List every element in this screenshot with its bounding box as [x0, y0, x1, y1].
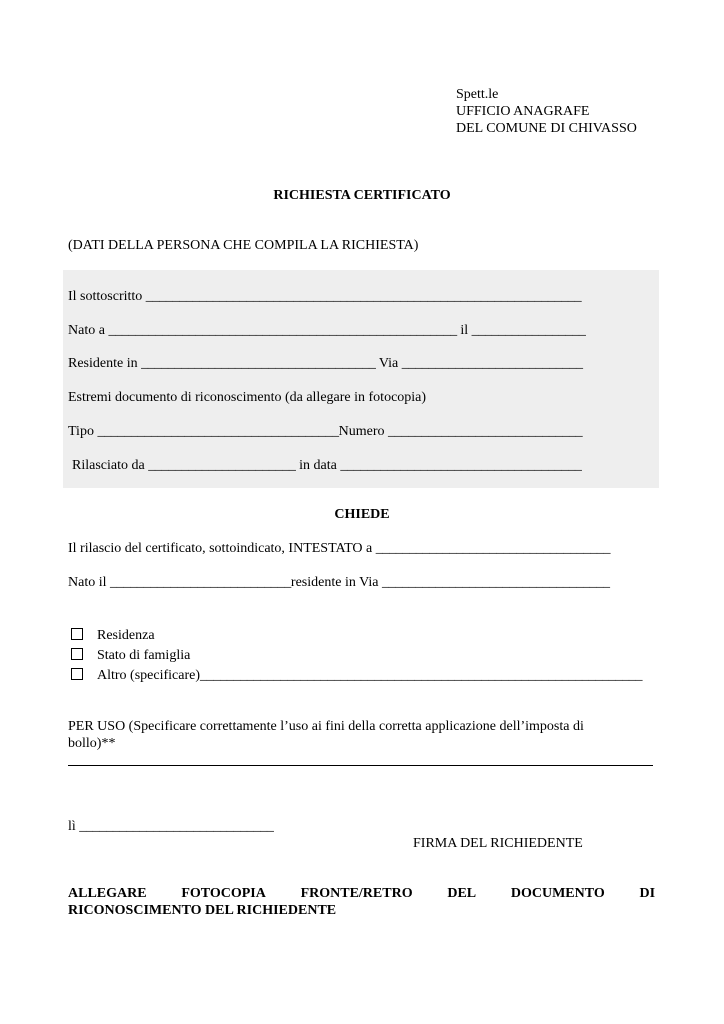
option-stato-famiglia-label: Stato di famiglia — [97, 648, 191, 663]
nato-il-label: Nato il — [68, 575, 107, 590]
sottoscritto-field[interactable]: _________________________________________________________________ — [145, 289, 582, 304]
firma-label: FIRMA DEL RICHIEDENTE — [413, 836, 583, 851]
rilasciato-da-label: Rilasciato da — [72, 458, 145, 473]
li-field[interactable]: _____________________________ — [79, 819, 274, 834]
nato-il-row — [68, 574, 610, 591]
option-stato-famiglia[interactable] — [71, 647, 190, 664]
per-uso-line-1: PER USO (Specificare correttamente l’uso ai fini della corretta applicazione dell’imposta di — [68, 719, 584, 734]
recipient-line-3: DEL COMUNE DI CHIVASSO — [456, 121, 637, 136]
residente-in-via-field[interactable]: __________________________________ — [381, 575, 610, 590]
recipient-line-2: UFFICIO ANAGRAFE — [456, 104, 590, 119]
li-label: lì — [68, 819, 76, 834]
nato-row — [68, 322, 586, 339]
option-residenza-label: Residenza — [97, 628, 155, 643]
checkbox-altro[interactable] — [71, 668, 83, 680]
tipo-row — [68, 423, 582, 440]
nato-il-field[interactable]: ___________________________ — [110, 575, 291, 590]
footer-line-2: RICONOSCIMENTO DEL RICHIEDENTE — [68, 903, 337, 918]
rilasciato-row — [72, 457, 582, 474]
intestato-field[interactable]: ___________________________________ — [375, 541, 611, 556]
via-label: Via — [378, 356, 399, 371]
li-row — [68, 818, 274, 835]
option-altro-label: Altro (specificare) — [97, 668, 200, 683]
footer-word: FOTOCOPIA — [181, 886, 266, 901]
footer-word: DOCUMENTO — [510, 886, 605, 901]
residente-in-label: Residente in — [68, 356, 138, 371]
altro-field[interactable]: __________________________________________________________________ — [200, 668, 643, 683]
numero-label: Numero — [338, 424, 385, 439]
footer-word: DI — [639, 886, 656, 901]
il-label: il — [460, 323, 469, 338]
option-residenza[interactable] — [71, 627, 155, 644]
sottoscritto-row — [68, 288, 581, 305]
nato-a-label: Nato a — [68, 323, 105, 338]
sottoscritto-label: Il sottoscritto — [68, 289, 143, 304]
residente-in-field[interactable]: ___________________________________ — [141, 356, 376, 371]
in-data-field[interactable]: ____________________________________ — [340, 458, 582, 473]
chiede-heading: CHIEDE — [334, 507, 390, 522]
footer-word: ALLEGARE — [68, 886, 147, 901]
footer-word: DEL — [447, 886, 477, 901]
tipo-field[interactable]: ____________________________________ — [97, 424, 339, 439]
rilasciato-da-field[interactable]: ______________________ — [148, 458, 296, 473]
footer-word: FRONTE/RETRO — [300, 886, 413, 901]
per-uso-line-2: bollo)** — [68, 736, 116, 751]
intestato-row — [68, 540, 610, 557]
option-altro[interactable] — [71, 667, 642, 684]
footer-line-1 — [68, 885, 655, 902]
in-data-label: in data — [299, 458, 337, 473]
rilascio-label: Il rilascio del certificato, sottoindicato, INTESTATO a — [68, 541, 373, 556]
recipient-line-1: Spett.le — [456, 87, 499, 102]
via-field[interactable]: ___________________________ — [401, 356, 583, 371]
nato-a-field[interactable]: ____________________________________________________ — [108, 323, 457, 338]
numero-field[interactable]: _____________________________ — [388, 424, 583, 439]
il-field[interactable]: _________________ — [471, 323, 586, 338]
applicant-heading: (DATI DELLA PERSONA CHE COMPILA LA RICHIESTA) — [68, 238, 419, 253]
checkbox-stato-famiglia[interactable] — [71, 648, 83, 660]
page-title: RICHIESTA CERTIFICATO — [273, 188, 451, 203]
tipo-label: Tipo — [68, 424, 94, 439]
checkbox-residenza[interactable] — [71, 628, 83, 640]
estremi-documento-label: Estremi documento di riconoscimento (da allegare in fotocopia) — [68, 390, 427, 405]
residente-row — [68, 355, 583, 372]
per-uso-field[interactable] — [68, 765, 653, 766]
residente-in-via-label: residente in Via — [290, 575, 379, 590]
